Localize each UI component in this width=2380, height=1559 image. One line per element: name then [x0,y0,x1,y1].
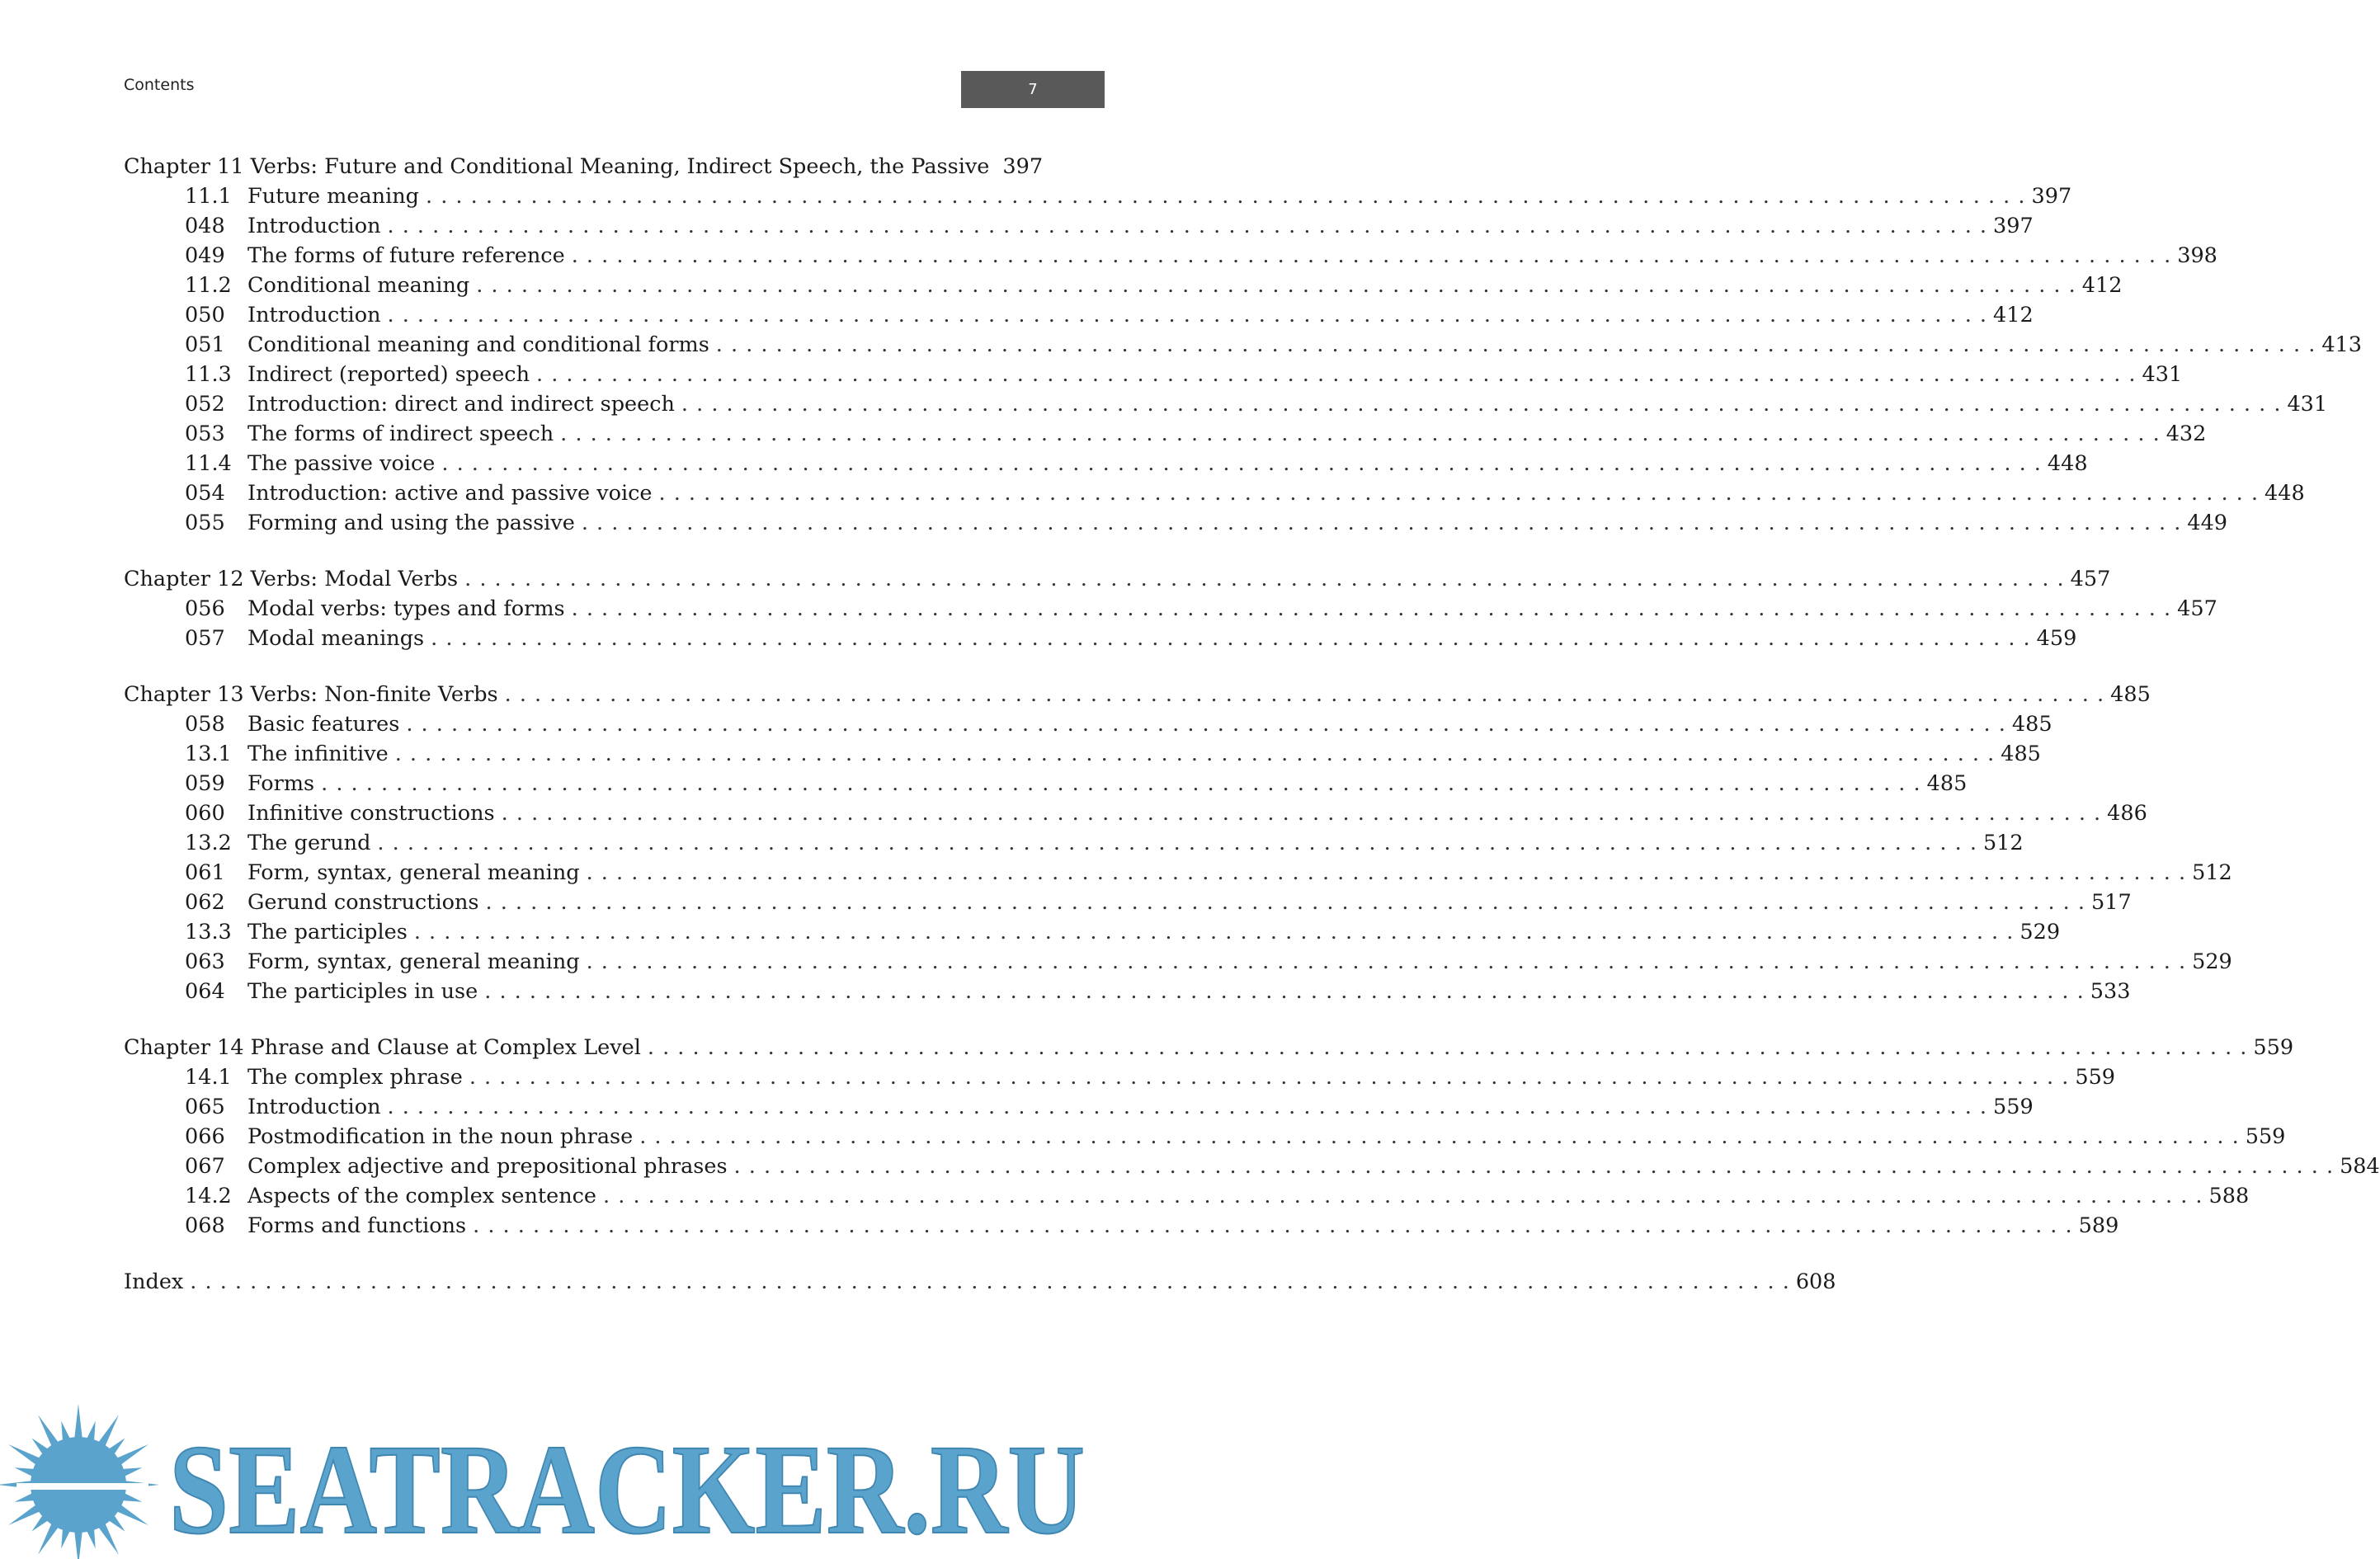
sun-ray [97,1522,119,1555]
toc-entry-row[interactable] [124,508,2228,538]
sun-icon [0,1404,159,1559]
toc-entry-row[interactable] [124,360,2183,389]
dot-leader [426,181,2025,211]
page-number: 457 [2177,596,2217,621]
toc-entry-row[interactable] [124,947,2232,977]
chapter-title: Chapter 13 Verbs: Non-finite Verbs [124,682,498,707]
toc-entry-row[interactable] [124,739,2041,769]
section-title: Complex adjective and prepositional phrases [247,1154,728,1179]
section-title: The participles [247,920,408,944]
table-of-contents [124,152,2380,1297]
section-number: 052 [185,392,225,417]
sun-ray [74,1404,82,1439]
section-number: 067 [185,1154,225,1179]
sun-ray [15,1492,36,1501]
section-title: Introduction: active and passive voice [247,481,653,506]
dot-leader [639,1122,2239,1152]
page-number: 529 [2019,920,2061,944]
sun-ray [86,1528,95,1549]
section-number: 060 [185,801,225,826]
toc-entry-row[interactable] [124,858,2232,888]
section-title: Introduction [247,303,381,327]
page-number: 584 [2340,1154,2380,1179]
chapter-title: Index [124,1269,184,1294]
toc-entry-row[interactable] [124,888,2132,917]
page-number: 431 [2287,392,2328,417]
section-title: Basic features [247,712,400,737]
page-number: 432 [2166,422,2207,446]
toc-entry-row[interactable] [124,709,2052,739]
toc-entry-row[interactable] [124,1062,2116,1092]
chapter-title: Chapter 11 Verbs: Future and Conditional Meaning, Indirect Speech, the Passive [124,154,990,179]
toc-entry-row[interactable] [124,1211,2119,1241]
page-number: 485 [2110,682,2151,707]
dot-leader [388,300,1987,330]
section-title: Gerund constructions [247,890,479,915]
section-title: Introduction: direct and indirect speech [247,392,675,417]
dot-leader [484,977,2084,1006]
page-number: 512 [2192,860,2232,885]
section-number: 14.2 [185,1184,232,1208]
toc-chapter-row[interactable] [124,152,1044,181]
watermark-text: SEATRACKER.RU [169,1418,1085,1559]
section-number: 11.2 [185,273,232,298]
dot-leader [473,1211,2072,1241]
toc-entry-row[interactable] [124,419,2207,449]
sun-ray [8,1444,41,1466]
sun-ray [121,1467,143,1477]
chapter-spacer [124,1006,962,1033]
dot-leader [485,888,2085,917]
toc-entry-row[interactable] [124,917,2061,947]
dot-leader [502,798,2101,828]
page-number: 512 [1982,831,2024,855]
section-title: The complex phrase [247,1065,463,1090]
page-number: 397 [1002,154,1044,179]
section-number: 13.3 [185,920,232,944]
dot-leader [536,360,2136,389]
section-title: Aspects of the complex sentence [247,1184,597,1208]
section-title: Modal meanings [247,626,425,651]
page-number: 559 [2253,1035,2294,1060]
sun-ray [74,1530,82,1559]
sun-ray [97,1415,119,1448]
sun-ray [8,1504,41,1525]
section-number: 050 [185,303,225,327]
section-number: 11.3 [185,362,232,387]
page-number: 457 [2070,567,2111,591]
sun-ray [115,1504,148,1525]
section-title: The infinitive [247,742,389,766]
chapter-title: Chapter 12 Verbs: Modal Verbs [124,567,459,591]
section-title: Introduction [247,214,381,238]
page-number: 485 [2011,712,2052,737]
section-number: 056 [185,596,225,621]
page-number: 449 [2187,511,2228,535]
section-number: 061 [185,860,225,885]
section-title: The passive voice [247,451,436,476]
page-number: 412 [1993,303,2034,327]
dot-leader [734,1152,2334,1181]
chapter-spacer [124,653,962,680]
toc-entry-row[interactable] [124,241,2217,271]
section-title: Form, syntax, general meaning [247,949,580,974]
watermark-logo [0,1394,1105,1559]
section-title: Forms [247,771,315,796]
toc-entry-row[interactable] [124,330,2362,360]
dot-leader [587,858,2186,888]
sun-ray [38,1415,59,1448]
dot-leader [572,241,2171,271]
section-title: The forms of indirect speech [247,422,554,446]
section-title: Form, syntax, general meaning [247,860,580,885]
page-number: 397 [2031,184,2072,209]
toc-entry-row[interactable] [124,624,2077,653]
section-title: The participles in use [247,979,478,1004]
dot-leader [603,1181,2203,1211]
section-number: 13.1 [185,742,232,766]
section-title: The forms of future reference [247,243,565,268]
chapter-spacer [124,1241,962,1267]
page-number: 559 [2075,1065,2116,1090]
chapter-title: Chapter 14 Phrase and Clause at Complex Level [124,1035,641,1060]
dot-leader [388,211,1987,241]
section-number: 057 [185,626,225,651]
dot-leader [681,389,2281,419]
toc-chapter-row[interactable] [124,564,2111,594]
page-number: 398 [2177,243,2217,268]
section-number: 058 [185,712,225,737]
toc-entry-row[interactable] [124,389,2328,419]
section-number: 049 [185,243,225,268]
section-number: 065 [185,1095,225,1119]
page-number: 413 [2321,332,2362,357]
page-number: 559 [2245,1124,2286,1149]
sun-ray [38,1522,59,1555]
dot-leader [377,828,1977,858]
page-number: 517 [2091,890,2132,915]
section-title: Forms and functions [247,1213,467,1238]
horizon-line [16,1483,148,1490]
section-number: 054 [185,481,225,506]
page-number: 485 [2001,742,2041,766]
toc-entry-row[interactable] [124,977,2131,1006]
sun-ray [121,1492,143,1501]
dot-leader [716,330,2316,360]
dot-leader [464,564,2064,594]
page-number: 459 [2036,626,2077,651]
section-number: 14.1 [185,1065,232,1090]
section-number: 055 [185,511,225,535]
page-number: 588 [2208,1184,2250,1208]
section-title: The gerund [247,831,371,855]
dot-leader [560,419,2160,449]
section-title: Future meaning [247,184,419,209]
dot-leader [658,478,2258,508]
running-header-title: Contents [124,76,195,94]
toc-entry-row[interactable] [124,181,2072,211]
section-title: Infinitive constructions [247,801,495,826]
page-number: 412 [2081,273,2123,298]
toc-entry-row[interactable] [124,1152,2380,1181]
section-title: Indirect (reported) speech [247,362,530,387]
toc-entry-row[interactable] [124,1092,2034,1122]
section-number: 11.4 [185,451,232,476]
section-number: 063 [185,949,225,974]
dot-leader [414,917,2014,947]
dot-leader [572,594,2171,624]
dot-leader [190,1267,1789,1297]
dot-leader [395,739,1995,769]
section-number: 062 [185,890,225,915]
page-number: 608 [1795,1269,1836,1294]
page-number: 448 [2265,481,2305,506]
page-number: 397 [1993,214,2034,238]
sun-ray [61,1528,70,1549]
dot-leader [321,769,1920,798]
section-title: Conditional meaning and conditional forms [247,332,709,357]
toc-chapter-row[interactable] [124,680,2151,709]
toc-chapter-row[interactable] [124,1033,2294,1062]
toc-entry-row[interactable] [124,300,2034,330]
page-number: 431 [2142,362,2183,387]
sun-ray [15,1467,36,1477]
section-number: 068 [185,1213,225,1238]
toc-index-row[interactable] [124,1267,1836,1297]
page-number: 485 [1926,771,1968,796]
dot-leader [582,508,2181,538]
dot-leader [388,1092,1987,1122]
toc-entry-row[interactable] [124,271,2123,300]
page-number: 533 [2090,979,2131,1004]
sun-ray [115,1444,148,1466]
page-number: 448 [2047,451,2088,476]
toc-entry-row[interactable] [124,594,2217,624]
sun-ray [61,1421,70,1443]
section-number: 053 [185,422,225,446]
section-number: 11.1 [185,184,232,209]
toc-entry-row[interactable] [124,1181,2250,1211]
toc-entry-row[interactable] [124,449,2088,478]
section-title: Forming and using the passive [247,511,575,535]
dot-leader [648,1033,2247,1062]
section-number: 048 [185,214,225,238]
section-number: 13.2 [185,831,232,855]
toc-entry-row[interactable] [124,1122,2286,1152]
section-title: Modal verbs: types and forms [247,596,565,621]
section-number: 066 [185,1124,225,1149]
chapter-spacer [124,538,962,564]
dot-leader [505,680,2104,709]
page-number: 589 [2078,1213,2119,1238]
toc-entry-row[interactable] [124,478,2305,508]
page-number: 486 [2107,801,2147,826]
section-number: 059 [185,771,225,796]
section-title: Conditional meaning [247,273,470,298]
page-number: 529 [2192,949,2232,974]
toc-entry-row[interactable] [124,828,2024,858]
toc-entry-row[interactable] [124,798,2147,828]
dot-leader [469,1062,2069,1092]
section-number: 064 [185,979,225,1004]
dot-leader [441,449,2041,478]
section-title: Postmodification in the noun phrase [247,1124,634,1149]
dot-leader [476,271,2076,300]
dot-leader [431,624,2030,653]
page-number: 559 [1993,1095,2034,1119]
section-title: Introduction [247,1095,381,1119]
section-number: 051 [185,332,225,357]
page-number-tab: 7 [961,71,1105,108]
dot-leader [587,947,2186,977]
dot-leader [406,709,2005,739]
toc-entry-row[interactable] [124,211,2034,241]
toc-entry-row[interactable] [124,769,1968,798]
sun-ray [86,1421,95,1443]
